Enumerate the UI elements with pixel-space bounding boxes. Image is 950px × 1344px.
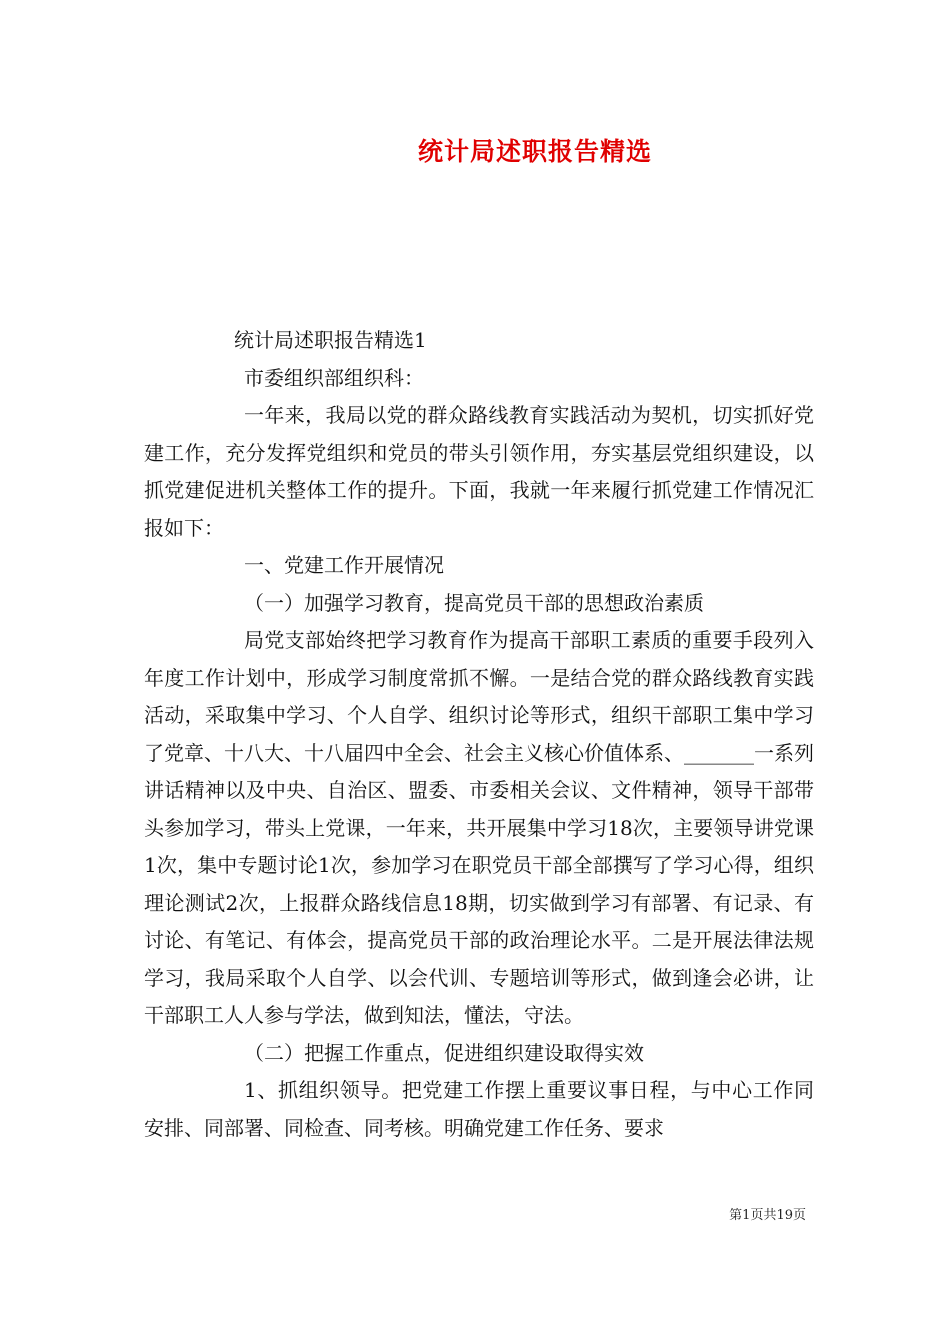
page-number-footer: 第1页共19页 xyxy=(729,1208,806,1223)
body-paragraph: 一年来，我局以党的群众路线教育实践活动为契机，切实抓好党建工作，充分发挥党组织和党员的带头引领作用，夯实基层党组织建设，以抓党建促进机关整体工作的提升。下面，我就一年来履行抓党建工作情况汇报如下： xyxy=(144,403,814,540)
subsection-heading: （一）加强学习教育，提高党员干部的思想政治素质 xyxy=(244,590,704,615)
document-title: 统计局述职报告精选 xyxy=(417,137,652,166)
body-paragraph: 局党支部始终把学习教育作为提高干部职工素质的重要手段列入年度工作计划中，形成学习制度常抓不懈。一是结合党的群众路线教育实践活动，采取集中学习、个人自学、组织讨论等形式，组织干部职工集中学习了党章、十八大、十八届四中全会、社会主义核心价值体系、_______一系列讲话精神以及中央、自治区、盟委、市委相关会议、文件精神，领导干部带头参加学习，带头上党课，一年来，共开展集中学习18次，主要领导讲党课1次，集中专题讨论1次，参加学习在职党员干部全部撰写了学习心得，组织理论测试2次，上报群众路线信息18期，切实做到学习有部署、有记录、有讨论、有笔记、有体会，提高党员干部的政治理论水平。二是开展法律法规学习，我局采取个人自学、以会代训、专题培训等形式，做到逢会必讲，让干部职工人人参与学法，做到知法，懂法，守法。 xyxy=(144,628,814,1027)
salutation: 市委组织部组织科： xyxy=(244,365,424,390)
body-paragraph: 1、抓组织领导。把党建工作摆上重要议事日程，与中心工作同安排、同部署、同检查、同考核。明确党建工作任务、要求 xyxy=(144,1078,814,1140)
section-heading: 一、党建工作开展情况 xyxy=(244,553,444,577)
subsection-heading: （二）把握工作重点，促进组织建设取得实效 xyxy=(244,1040,644,1065)
section-heading: 统计局述职报告精选1 xyxy=(234,328,427,352)
document-body xyxy=(144,322,814,1147)
